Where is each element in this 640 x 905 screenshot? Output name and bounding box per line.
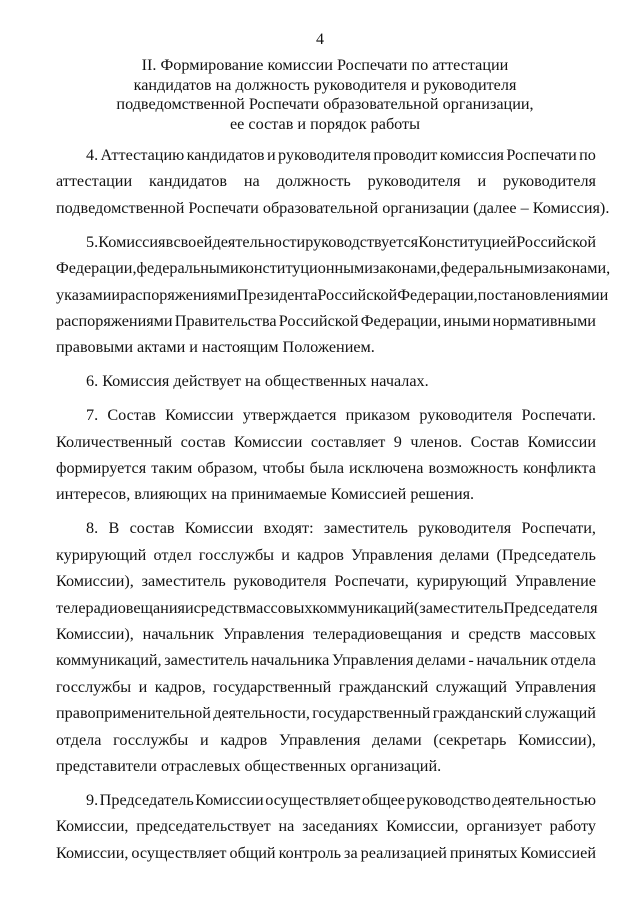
word: общий [229,843,276,862]
word: (секретарь [433,730,507,749]
word: и [599,285,609,304]
page-number: 4 [316,31,324,48]
word: распоряжениями [120,285,237,304]
word: на [243,172,260,191]
word: постановлениями [477,285,600,304]
line-text: подведомственной Роспечати образовательной организации (далее – Комиссия). [56,198,610,217]
word: руководителя [233,572,327,591]
paragraph-line [56,195,610,221]
word: и [450,625,460,644]
paragraph-line [56,568,596,594]
word: массовых [529,625,596,644]
paragraph-line [56,840,596,866]
word: утверждается [242,406,337,425]
word: чтобы [262,459,305,478]
word: законами, [372,259,441,278]
word: правоприменительной [56,704,211,723]
paragraph-line [56,334,596,360]
line-text: 6. Комиссия действует на общественных началах. [86,372,429,391]
word: Роспечати. [521,406,596,425]
word: Роспечати, [521,519,596,538]
word: и [111,285,121,304]
word: Управления [331,651,414,670]
paragraph-line [56,595,596,621]
paragraph-line [56,515,596,541]
section-heading-line: подведомственной Роспечати образовательной организации, [116,95,534,113]
paragraph-line [56,813,596,839]
word: принятых [449,843,518,862]
paragraph-line [56,168,596,194]
word: руководителя [367,172,461,191]
word: отдела [56,730,102,749]
word: Состав [470,432,520,451]
word: Комиссия [98,232,166,251]
word: Федерации, [397,285,478,304]
paragraph-line [56,753,596,779]
word: 4. [86,146,99,164]
word: руководителя [419,406,513,425]
word: и [281,545,290,564]
word: Председателя [503,598,598,617]
line-text: правовыми актами и настоящим Положением. [56,338,375,357]
document-body [56,142,611,874]
paragraph-line [56,429,596,455]
word: В [108,519,120,538]
paragraph-line [56,282,609,308]
word: деятельностью [492,790,596,809]
paragraph-p6 [56,368,596,394]
word: формируется [56,459,147,478]
paragraph-p4 [56,142,610,221]
word: служащий [435,677,508,696]
word: государственный [312,704,431,723]
line-text: представители отраслевых общественных организаций. [56,756,442,775]
word: Управления [351,545,433,564]
word: нормативными [492,311,596,330]
word: комиссия [439,146,504,164]
word: Российской [317,285,398,304]
word: делами [439,545,490,564]
word: исключена [349,459,424,478]
word: Правительства [174,311,277,330]
word: Российской [278,311,359,330]
word: своей [173,232,213,251]
word: конституционными [238,259,373,278]
word: госслужбы [56,677,132,696]
word: Федерации, [360,311,442,330]
word: Конституцией [418,232,517,251]
word: приказом [345,406,411,425]
word: кандидатов [186,146,265,164]
word: начальник [476,651,548,670]
word: состав [180,432,226,451]
word: 5. [86,232,99,251]
word: возможность [428,459,519,478]
word: Комиссии [234,432,303,451]
word: (Председатель [496,545,596,564]
word: начальник [142,625,214,644]
word: коммуникаций, [56,651,162,670]
word: состав [129,519,175,538]
word: Роспечати [506,146,577,164]
paragraph-line [56,142,596,168]
word: Управления [278,730,361,749]
word: отдела [550,651,596,670]
word: и [138,677,148,696]
paragraph-p5 [56,229,611,361]
word: конфликта [523,459,596,478]
line-text: интересов, влияющих на принимаемые Комиссией решения. [56,485,475,504]
word: курирующий [416,572,507,591]
section-heading-line: ее состав и порядок работы [229,114,421,133]
word: заместитель [164,651,249,670]
word: таким [151,459,193,478]
word: Количественный [56,432,173,451]
word: работу [549,817,596,836]
word: составляет [310,432,386,451]
word: Комиссии [527,432,596,451]
word: Состав [107,406,156,425]
section-heading-line: II. Формирование комиссии Роспечати по аттестации [141,56,509,74]
word: Аттестацию [100,146,185,164]
word: Федерации, [56,259,137,278]
word: руководство [406,790,491,809]
word: Комиссии, [386,817,459,836]
word: гражданский [432,704,523,723]
word: Роспечати, [334,572,409,591]
word: Комиссией [520,843,596,862]
paragraph-line [56,255,611,281]
word: должность [276,172,351,191]
word: проводит [373,146,438,164]
word: делами [372,730,422,749]
word: государственный [213,677,332,696]
paragraph-p9 [56,787,596,866]
paragraph-line [56,368,596,394]
paragraph-p8 [56,515,596,779]
paragraph-line [56,229,596,255]
word: по [579,146,596,164]
word: Комиссии), [56,572,134,591]
paragraph-line [56,647,596,673]
word: заместитель [141,572,226,591]
paragraph-line [56,700,596,726]
word: кадров [297,545,344,564]
section-heading [80,56,570,134]
word: руководствуется [305,232,419,251]
word: начальника [251,651,330,670]
word: средств [468,625,521,644]
word: заседаниях [302,817,379,836]
word: аттестации [56,172,133,191]
word: Председатель [99,790,194,809]
word: заместитель [323,519,408,538]
paragraph-line [56,481,596,507]
word: за [344,843,358,862]
word: руководителя [503,172,596,191]
paragraph-line [56,727,596,753]
word: организует [466,817,542,836]
word: реализацией [360,843,447,862]
word: деятельности, [213,704,310,723]
word: 7. [86,406,99,425]
word: и [200,730,209,749]
word: общее [361,790,405,809]
word: курирующий [56,545,147,564]
word: входят: [263,519,314,538]
word: указами [56,285,112,304]
word: госслужбы [198,545,275,564]
word: контроль [278,843,342,862]
word: гражданский [338,677,429,696]
word: Управления [514,677,596,696]
word: кандидатов [149,172,227,191]
word: руководителя [418,519,512,538]
paragraph-line [56,308,596,334]
word: и [266,146,276,164]
word: федеральными [440,259,543,278]
paragraph-line [56,674,596,700]
word: кадров [220,730,268,749]
word: осуществляет [131,843,227,862]
word: делами [416,651,466,670]
word: председательствует [136,817,271,836]
word: отдел [153,545,192,564]
word: Комиссии, [56,843,129,862]
word: госслужбы [113,730,189,749]
word: Комиссии [184,519,254,538]
section-heading-line: кандидатов на должность руководителя и руководителя [133,75,517,94]
paragraph-line [56,455,596,481]
word: распоряжениями [56,311,173,330]
word: Управление [514,572,596,591]
word: телерадиовещания [56,598,185,617]
word: руководителя [278,146,371,164]
word: Президента [236,285,318,304]
paragraph-line [56,402,596,428]
word: массовых [246,598,313,617]
word: деятельности [212,232,306,251]
word: кадров, [154,677,206,696]
paragraph-p7 [56,402,596,508]
word: и [477,172,487,191]
paragraph-line [56,542,596,568]
word: 9. [86,790,99,809]
word: служащий [524,704,596,723]
paragraph-line [56,787,596,813]
word: 9 [393,432,402,451]
word: Российской [516,232,596,251]
word: осуществляет [265,790,361,809]
word: Комиссии, [56,817,129,836]
word: в [165,232,174,251]
word: на [278,817,295,836]
word: Комиссии [195,790,264,809]
word: - [468,651,474,670]
word: образом, [197,459,258,478]
word: была [309,459,344,478]
word: телерадиовещания [313,625,443,644]
word: Управления [222,625,305,644]
word: законами, [542,259,611,278]
word: Комиссии), [518,730,596,749]
word: и [184,598,194,617]
word: федеральными [136,259,239,278]
word: средств [193,598,247,617]
word: Комиссии [165,406,234,425]
word: иными [443,311,491,330]
word: (заместитель [413,598,504,617]
word: Комиссии), [56,625,134,644]
word: членов. [410,432,463,451]
paragraph-line [56,621,596,647]
word: коммуникаций [312,598,414,617]
word: 8. [86,519,99,538]
